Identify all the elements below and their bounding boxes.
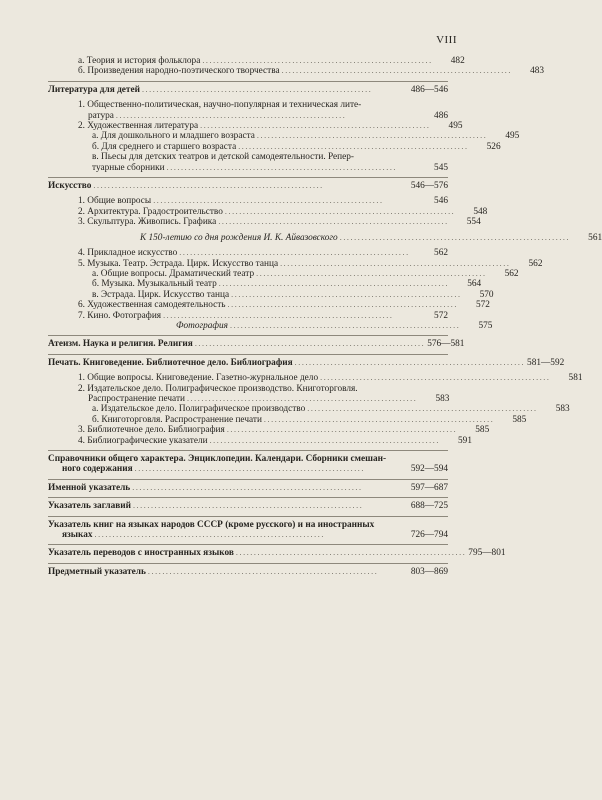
toc-entry-special: К 150-летию со дня рождения И. К. Айвазовского ................................................................ 561 [140, 232, 602, 243]
divider [48, 497, 448, 498]
toc-entry: б. Музыка. Музыкальный театр ................................................................ 564 [92, 279, 482, 290]
divider [48, 544, 448, 545]
toc-entry: б. Произведения народно-поэтического творчества ................................................................ 483 [78, 66, 545, 77]
page-number: VIII [436, 34, 457, 46]
toc-section-heading: Именной указатель ................................................................ 597—687 [48, 482, 448, 493]
toc-section-heading: Указатель книг на языках народов СССР (кроме русского) и на иностранных [48, 519, 375, 530]
divider [48, 177, 448, 178]
toc-entry: 1. Общие вопросы. Книговедение. Газетно-журнальное дело ................................................................ 581 [78, 373, 583, 384]
toc-entry: ратура ................................................................ 486 [88, 110, 448, 121]
toc-entry: б. Для среднего и старшего возраста ................................................................ 526 [92, 141, 501, 152]
toc-entry: 4. Библиографические указатели ................................................................ 591 [78, 435, 472, 446]
toc-entry: а. Издательское дело. Полиграфическое производство ................................................................ 583 [92, 404, 570, 415]
toc-entry: Фотография ................................................................ 575 [176, 320, 493, 331]
divider [48, 516, 448, 517]
divider [48, 354, 448, 355]
divider [48, 335, 448, 336]
toc-section-heading: Справочники общего характера. Энциклопедии. Календари. Сборники смешан- [48, 454, 387, 464]
toc-section-heading: Предметный указатель ................................................................ 803—869 [48, 566, 448, 577]
toc-entry: 5. Музыка. Театр. Эстрада. Цирк. Искусство танца ................................................................ 562 [78, 258, 543, 269]
toc-section-heading: Указатель заглавий ................................................................ 688—725 [48, 501, 448, 512]
toc-entry: в. Эстрада. Цирк. Искусство танца ................................................................ 570 [92, 289, 494, 300]
toc-entry: 3. Библиотечное дело. Библиография ................................................................ 585 [78, 425, 490, 436]
toc-section-heading: языках ................................................................ 726—794 [62, 530, 448, 541]
toc-section-heading: Литература для детей ................................................................ 486—546 [48, 84, 448, 95]
divider [48, 81, 448, 82]
toc-section-heading: Искусство ................................................................ 546—576 [48, 181, 448, 192]
toc-entry: 7. Кино. Фотография ................................................................ 572 [78, 310, 448, 321]
toc-entry: а. Для дошкольного и младшего возраста ................................................................ 495 [92, 131, 520, 142]
toc-section-heading: Печать. Книговедение. Библиотечное дело. Библиография ................................................................ 581—592 [48, 357, 565, 368]
toc-entry: 1. Общие вопросы ................................................................ 546 [78, 196, 448, 207]
toc-entry: 1. Общественно-политическая, научно-популярная и техническая лите- [78, 100, 362, 111]
divider [48, 479, 448, 480]
toc-entry: 6. Художественная самодеятельность ................................................................ 572 [78, 300, 490, 311]
toc-entry: 2. Издательское дело. Полиграфическое производство. Книготорговля. [78, 383, 358, 394]
toc-entry: 4. Прикладное искусство ................................................................ 562 [78, 248, 448, 259]
toc-section-heading: ного содержания ................................................................ 592—594 [62, 464, 448, 475]
toc-entry: а. Теория и история фольклора ................................................................ 482 [78, 56, 465, 66]
toc-entry: Распространение печати ................................................................ 583 [88, 393, 450, 404]
toc-entry: 2. Художественная литература ................................................................ 495 [78, 121, 463, 132]
divider [48, 563, 448, 564]
toc-section-heading: Указатель переводов с иностранных языков ................................................................ 795—801 [48, 548, 506, 559]
table-of-contents [48, 56, 602, 577]
toc-entry: а. Общие вопросы. Драматический театр ................................................................ 562 [92, 268, 519, 279]
toc-entry: туарные сборники ................................................................ 545 [92, 162, 448, 173]
toc-entry: б. Книготорговля. Распространение печати ................................................................ 585 [92, 414, 527, 425]
toc-entry: 3. Скульптура. Живопись. Графика ................................................................ 554 [78, 217, 481, 228]
divider [48, 450, 448, 451]
toc-entry: в. Пьесы для детских театров и детской самодеятельности. Репер- [92, 152, 354, 163]
toc-section-heading: Атеизм. Наука и религия. Религия ................................................................ 576—581 [48, 339, 465, 350]
toc-entry: 2. Архитектура. Градостроительство ................................................................ 548 [78, 206, 488, 217]
